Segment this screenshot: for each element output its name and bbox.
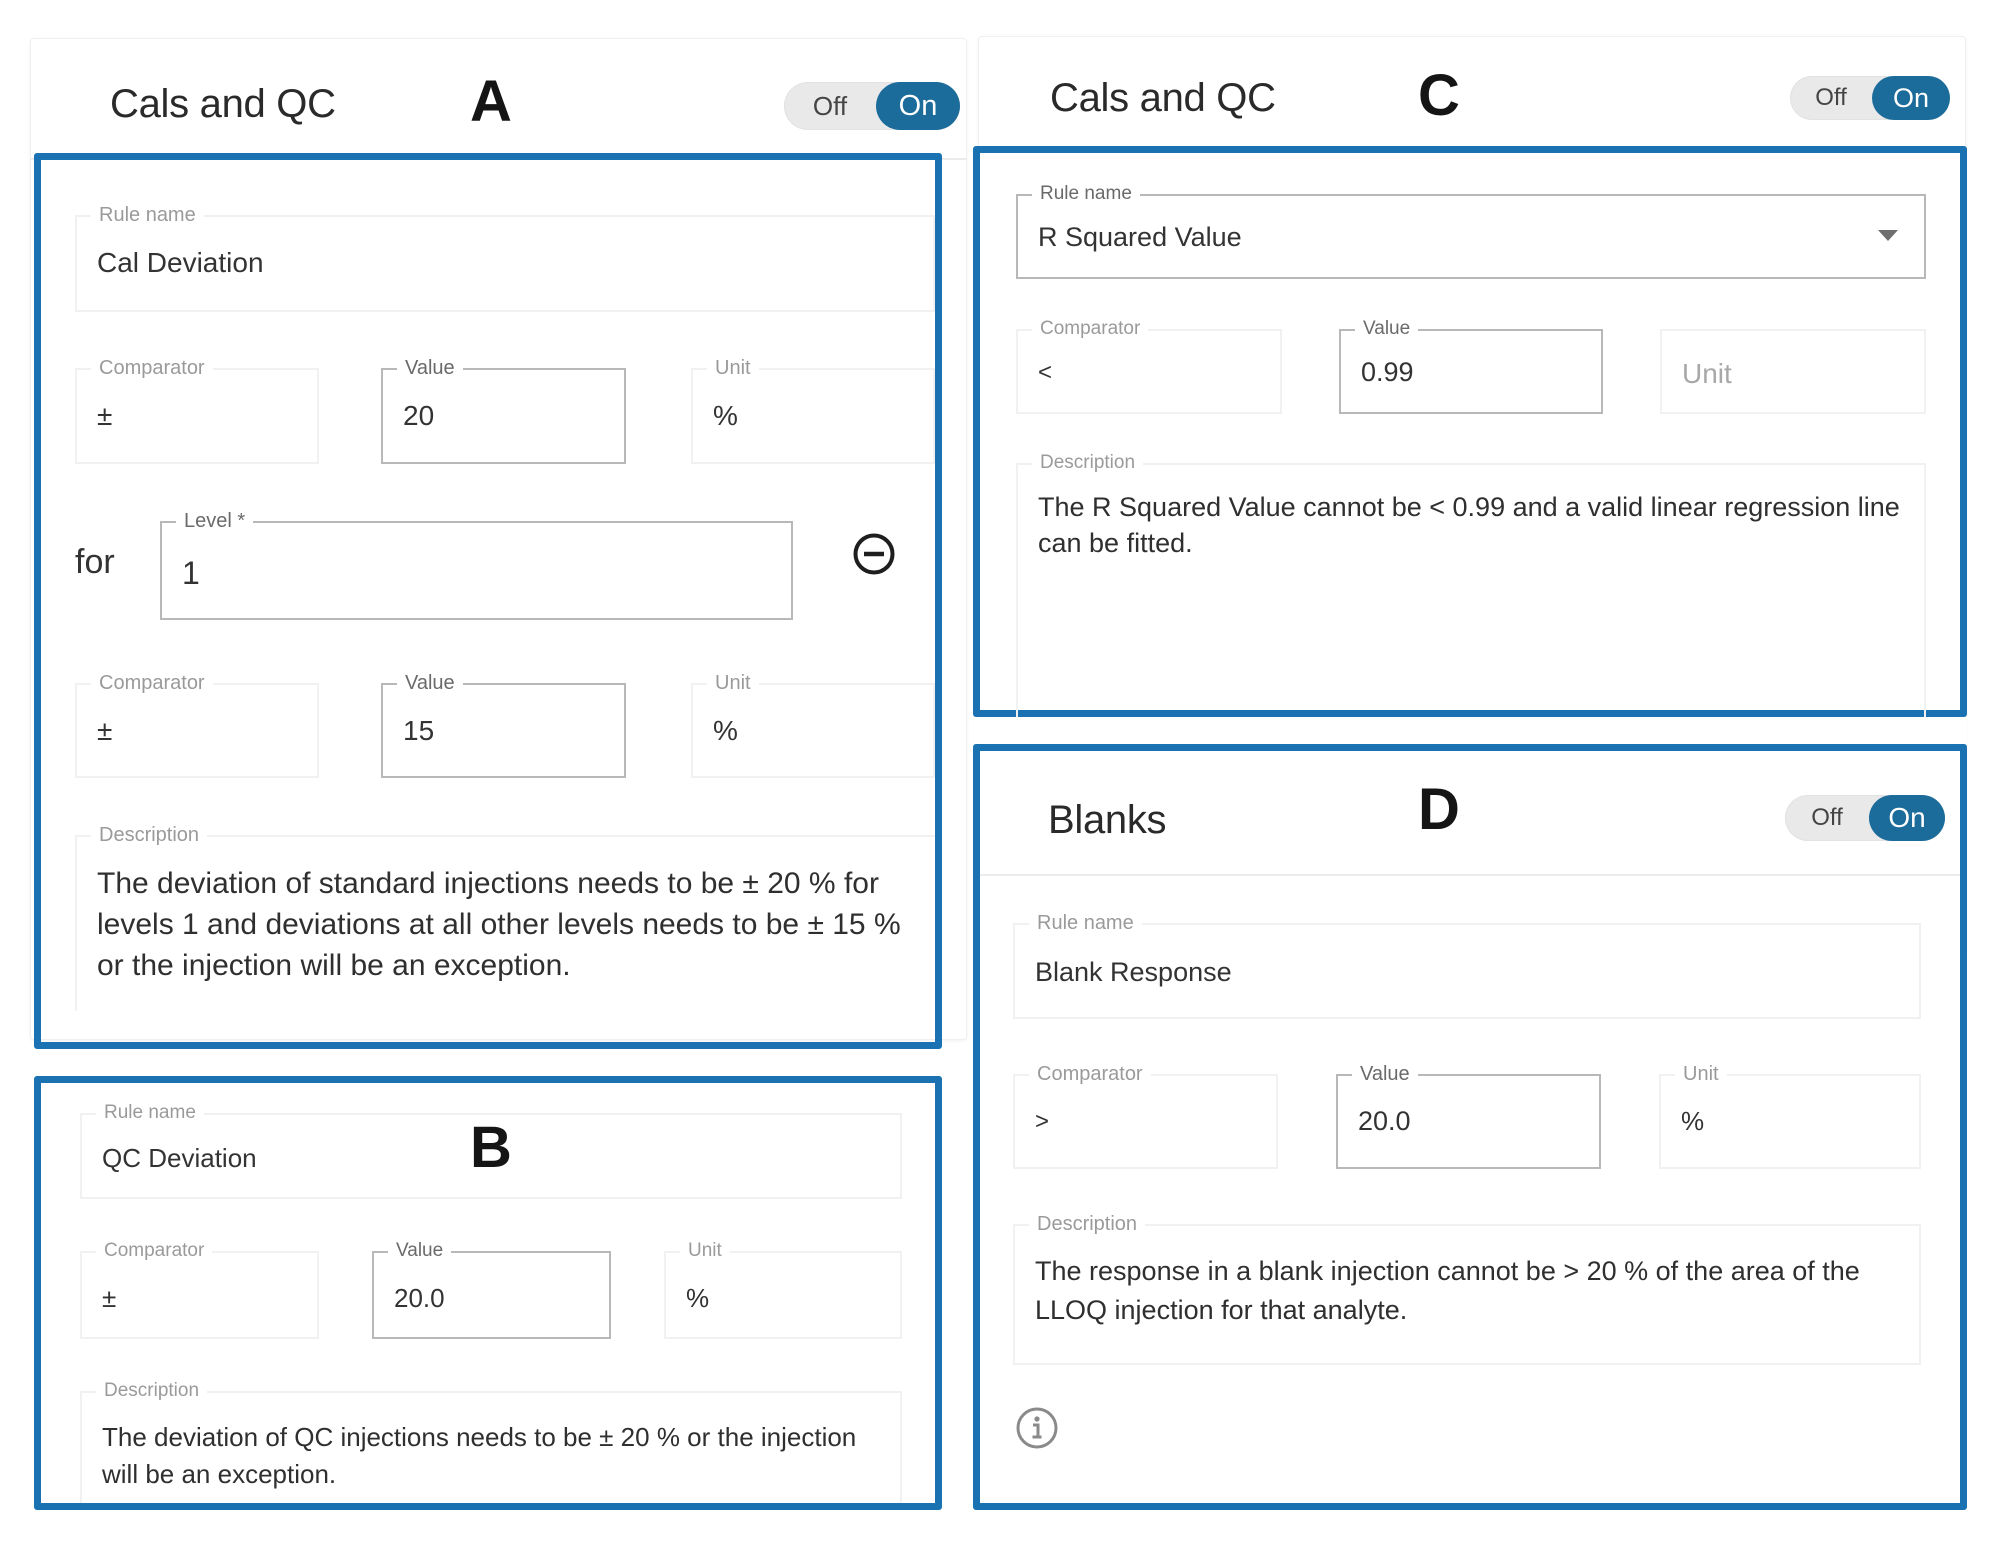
description-field-a[interactable] bbox=[75, 824, 935, 1011]
value-input-a1[interactable] bbox=[381, 357, 626, 464]
description-label: Description bbox=[91, 821, 207, 849]
value-value: 15 bbox=[403, 715, 435, 746]
rule-name-value: R Squared Value bbox=[1038, 222, 1242, 252]
comparator-value: ± bbox=[97, 715, 113, 746]
level-value: 1 bbox=[182, 555, 200, 591]
card-header-divider-d bbox=[980, 874, 1960, 876]
description-value: The R Squared Value cannot be < 0.99 and a valid linear regression line can be fitted. bbox=[1038, 492, 1900, 558]
description-field-c[interactable] bbox=[1016, 452, 1926, 753]
toggle-off-label[interactable]: Off bbox=[1811, 804, 1843, 831]
level-input[interactable] bbox=[160, 510, 793, 620]
panel-letter-c: C bbox=[1418, 63, 1460, 128]
frame-gap bbox=[973, 717, 1967, 744]
value-input-c[interactable] bbox=[1339, 318, 1603, 414]
rule-name-field-d[interactable] bbox=[1013, 912, 1921, 1019]
comparator-field-d[interactable] bbox=[1013, 1063, 1278, 1169]
value-value: 0.99 bbox=[1361, 357, 1414, 387]
unit-field-a2[interactable] bbox=[691, 672, 935, 778]
unit-value: % bbox=[713, 400, 738, 431]
value-value: 20 bbox=[403, 400, 435, 431]
rule-name-label: Rule name bbox=[1032, 180, 1140, 208]
card-title-d: Blanks bbox=[1048, 798, 1167, 842]
description-label: Description bbox=[96, 1377, 207, 1405]
unit-field-d[interactable] bbox=[1659, 1063, 1921, 1169]
unit-field-a1[interactable] bbox=[691, 357, 935, 464]
rule-name-dropdown-c[interactable] bbox=[1016, 183, 1926, 279]
value-input-b[interactable] bbox=[372, 1240, 611, 1339]
enable-toggle-d[interactable] bbox=[1785, 795, 1945, 841]
toggle-off-label[interactable]: Off bbox=[812, 90, 848, 121]
description-value: The deviation of QC injections needs to be ± 20 % or the injection will be an exception. bbox=[102, 1422, 857, 1489]
comparator-value: ± bbox=[102, 1283, 117, 1313]
card-title-c: Cals and QC bbox=[1050, 76, 1276, 120]
comparator-value: < bbox=[1038, 359, 1053, 386]
unit-field-b[interactable] bbox=[664, 1240, 902, 1339]
value-value: 20.0 bbox=[394, 1283, 445, 1313]
description-field-d[interactable] bbox=[1013, 1213, 1921, 1365]
level-label: Level * bbox=[176, 507, 253, 535]
rule-name-value: Blank Response bbox=[1035, 957, 1232, 987]
unit-value: % bbox=[1681, 1106, 1705, 1136]
rule-name-field-a[interactable] bbox=[75, 204, 935, 312]
rule-name-label: Rule name bbox=[91, 201, 204, 229]
comparator-field-a2[interactable] bbox=[75, 672, 319, 778]
value-label: Value bbox=[1352, 1060, 1418, 1088]
minus-circle-icon[interactable] bbox=[852, 532, 896, 576]
panel-letter-a: A bbox=[470, 69, 512, 134]
unit-label: Unit bbox=[707, 354, 759, 382]
description-label: Description bbox=[1029, 1210, 1145, 1238]
panel-letter-b: B bbox=[470, 1115, 512, 1180]
unit-label: Unit bbox=[1675, 1060, 1727, 1088]
rule-name-label: Rule name bbox=[96, 1099, 204, 1127]
toggle-on-label[interactable]: On bbox=[1872, 76, 1950, 120]
for-label: for bbox=[75, 543, 115, 581]
value-label: Value bbox=[388, 1237, 451, 1265]
toggle-on-label[interactable]: On bbox=[876, 82, 960, 130]
panel-letter-d: D bbox=[1418, 777, 1460, 842]
description-value: The deviation of standard injections needs to be ± 20 % for levels 1 and deviations at all other levels needs to be ± 15 % or the injection will be an exception. bbox=[97, 867, 901, 982]
comparator-field-c[interactable] bbox=[1016, 318, 1282, 414]
toggle-off-label[interactable]: Off bbox=[1815, 84, 1847, 111]
value-value: 20.0 bbox=[1358, 1106, 1411, 1136]
enable-toggle-a[interactable] bbox=[784, 82, 960, 130]
description-field-b[interactable] bbox=[80, 1380, 902, 1503]
comparator-label: Comparator bbox=[91, 354, 213, 382]
comparator-value: ± bbox=[97, 400, 113, 431]
enable-toggle-c[interactable] bbox=[1790, 76, 1950, 120]
rule-name-value: QC Deviation bbox=[102, 1143, 257, 1173]
comparator-value: > bbox=[1035, 1108, 1050, 1135]
unit-value: % bbox=[713, 715, 738, 746]
comparator-label: Comparator bbox=[96, 1237, 212, 1265]
toggle-on-label[interactable]: On bbox=[1869, 795, 1945, 841]
unit-placeholder: Unit bbox=[1682, 358, 1732, 389]
unit-label: Unit bbox=[707, 669, 759, 697]
rule-name-label: Rule name bbox=[1029, 909, 1142, 937]
rule-name-value: Cal Deviation bbox=[97, 247, 264, 278]
value-input-a2[interactable] bbox=[381, 672, 626, 778]
comparator-label: Comparator bbox=[1029, 1060, 1151, 1088]
comparator-label: Comparator bbox=[1032, 315, 1148, 343]
description-value: The response in a blank injection cannot be > 20 % of the area of the LLOQ injection for that analyte. bbox=[1035, 1256, 1860, 1325]
value-input-d[interactable] bbox=[1336, 1063, 1601, 1169]
caret-down-icon[interactable] bbox=[1878, 230, 1898, 242]
comparator-field-a1[interactable] bbox=[75, 357, 319, 464]
comparator-field-b[interactable] bbox=[80, 1240, 319, 1339]
unit-value: % bbox=[686, 1283, 710, 1313]
comparator-label: Comparator bbox=[91, 669, 213, 697]
value-label: Value bbox=[397, 354, 463, 382]
card-title-a: Cals and QC bbox=[110, 82, 336, 126]
unit-label: Unit bbox=[680, 1237, 730, 1265]
info-circle-icon[interactable] bbox=[1015, 1406, 1059, 1450]
value-label: Value bbox=[1355, 315, 1418, 343]
value-label: Value bbox=[397, 669, 463, 697]
description-label: Description bbox=[1032, 449, 1143, 477]
unit-field-c[interactable] bbox=[1660, 329, 1926, 414]
